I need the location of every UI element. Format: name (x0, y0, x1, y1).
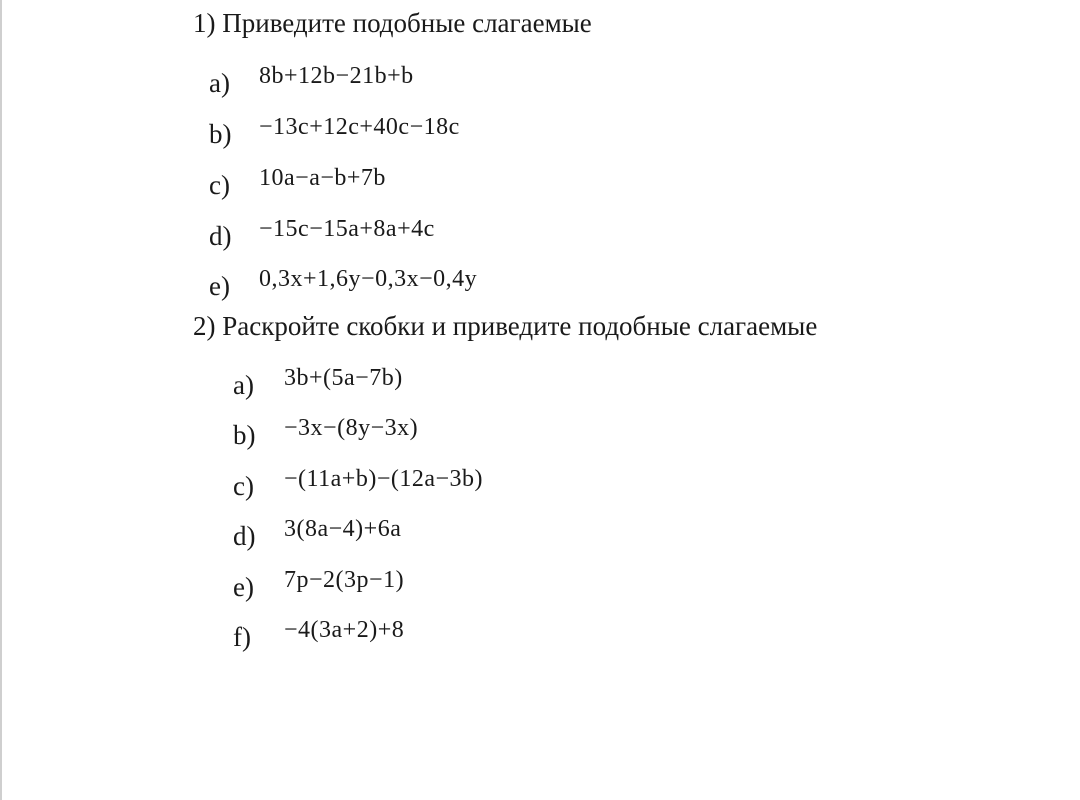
section-2-heading: 2) Раскройте скобки и приведите подобные слагаемые (193, 311, 818, 341)
item-label: c) (233, 471, 254, 501)
item-label: f) (233, 622, 251, 652)
item-label: e) (209, 271, 230, 301)
item-expression: −3x−(8y−3x) (284, 415, 419, 441)
item-label: d) (209, 221, 232, 251)
item-expression: −(11a+b)−(12a−3b) (284, 466, 484, 492)
item-label: a) (209, 68, 230, 98)
item-expression: −15c−15a+8a+4c (259, 216, 435, 242)
item-label: b) (233, 420, 256, 450)
item-label: d) (233, 521, 256, 551)
item-expression: 7p−2(3p−1) (284, 567, 405, 593)
item-label: c) (209, 170, 230, 200)
item-expression: −4(3a+2)+8 (284, 617, 405, 643)
item-label: b) (209, 119, 232, 149)
item-expression: 3(8a−4)+6a (284, 516, 402, 542)
item-expression: 3b+(5a−7b) (284, 365, 403, 391)
item-expression: 10a−a−b+7b (259, 165, 386, 191)
section-1-heading: 1) Приведите подобные слагаемые (193, 8, 592, 38)
item-label: a) (233, 370, 254, 400)
item-expression: 0,3x+1,6y−0,3x−0,4y (259, 266, 478, 292)
page-left-border (0, 0, 2, 800)
item-label: e) (233, 572, 254, 602)
item-expression: 8b+12b−21b+b (259, 63, 414, 89)
item-expression: −13c+12c+40c−18c (259, 114, 460, 140)
